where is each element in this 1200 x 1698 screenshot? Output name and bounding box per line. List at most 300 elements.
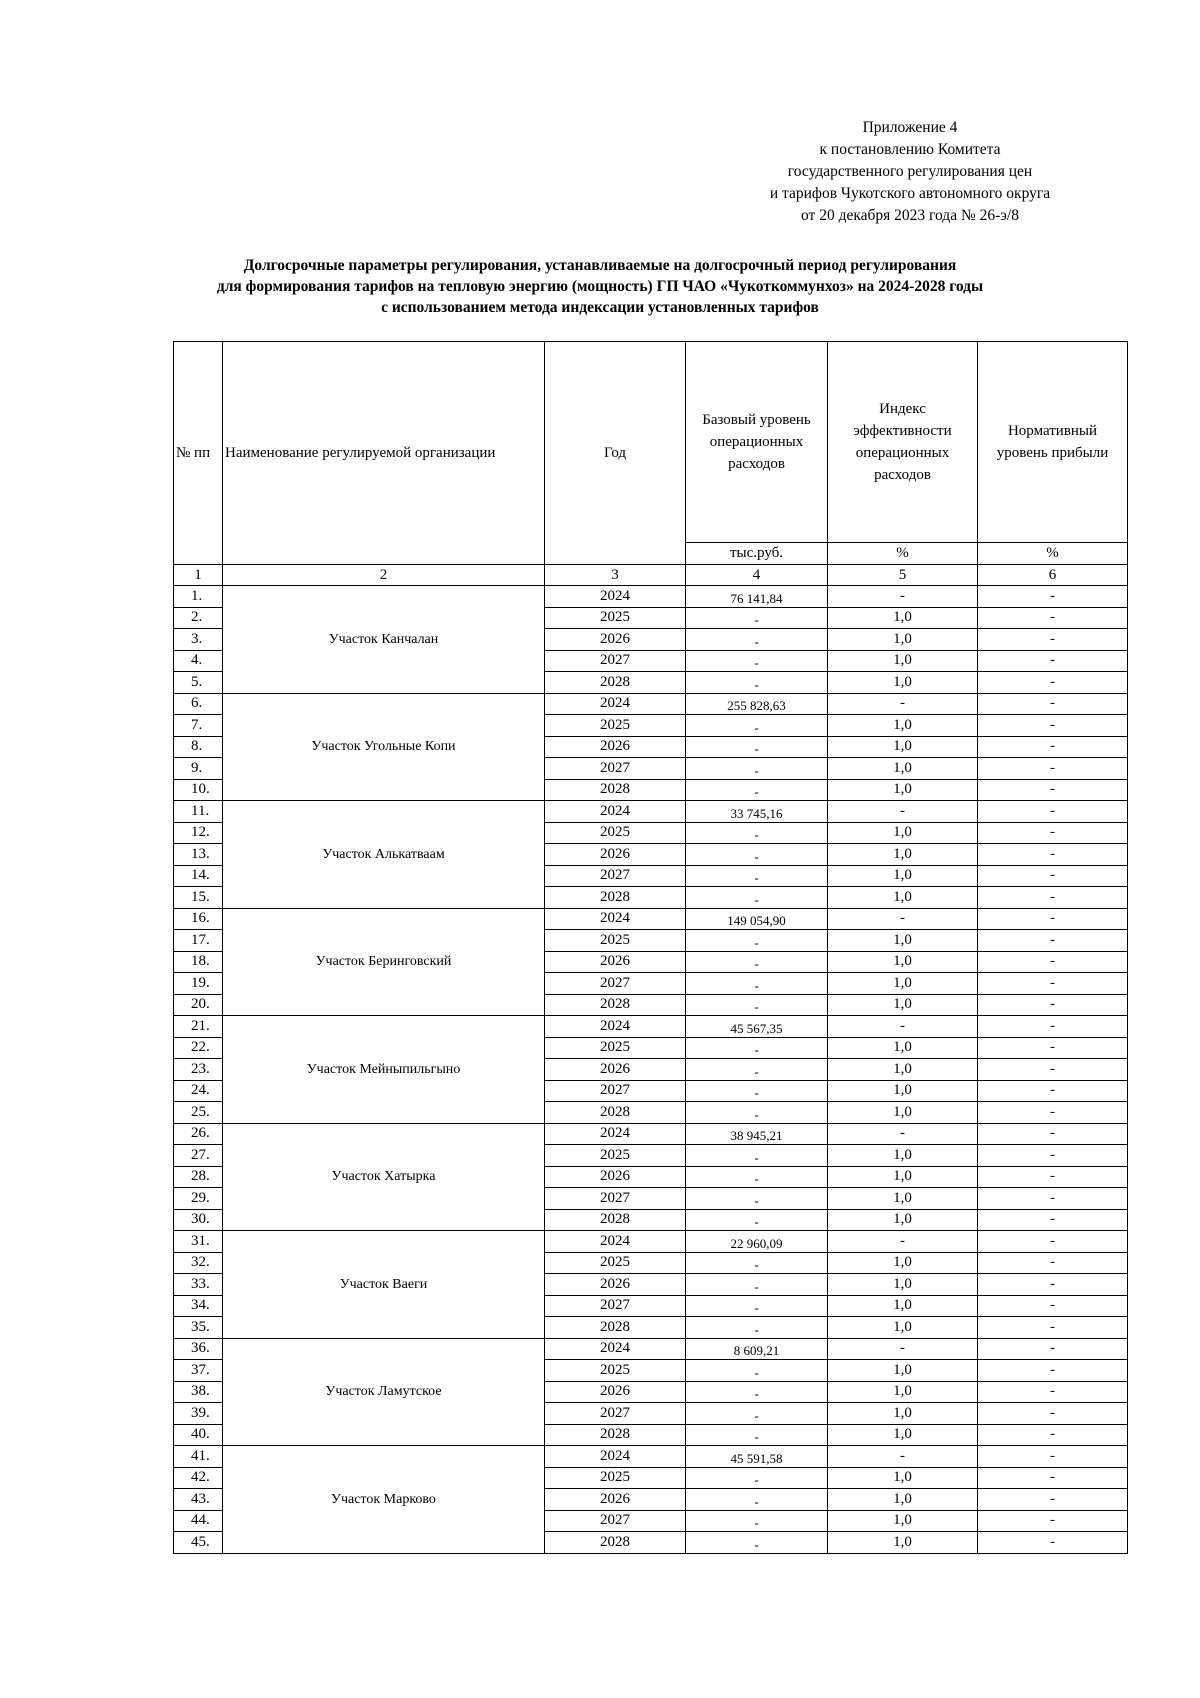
table-header-row	[174, 342, 1128, 543]
base-level-cell	[686, 908, 828, 930]
year-cell: 2028	[545, 1102, 686, 1124]
efficiency-index-cell: 1,0	[828, 650, 978, 672]
year-cell: 2024	[545, 1123, 686, 1145]
table-row	[174, 1446, 1128, 1468]
base-level-value: 22 960,09	[730, 1235, 783, 1251]
profit-level-cell: -	[978, 1467, 1128, 1489]
row-number: 15.	[174, 887, 223, 909]
row-number: 33.	[174, 1274, 223, 1296]
year-cell: 2028	[545, 1317, 686, 1339]
efficiency-index-cell: 1,0	[828, 1252, 978, 1274]
profit-level-cell: -	[978, 607, 1128, 629]
row-number: 45.	[174, 1532, 223, 1554]
year-cell: 2027	[545, 1080, 686, 1102]
year-cell: 2026	[545, 1274, 686, 1296]
row-number: 44.	[174, 1510, 223, 1532]
base-level-value: -	[754, 1386, 759, 1402]
base-level-value: -	[754, 956, 759, 972]
base-level-cell	[686, 1274, 828, 1296]
base-level-value: 149 054,90	[727, 913, 786, 929]
header-profit: Нормативный уровень прибыли	[978, 342, 1128, 543]
base-level-value: -	[754, 1536, 759, 1552]
base-level-cell	[686, 1317, 828, 1339]
profit-level-cell: -	[978, 1123, 1128, 1145]
profit-level-cell: -	[978, 1059, 1128, 1081]
organization-name: Участок Мейныпильгыно	[223, 1016, 545, 1124]
efficiency-index-cell: -	[828, 1338, 978, 1360]
efficiency-index-cell: 1,0	[828, 1489, 978, 1511]
efficiency-index-cell: -	[828, 1446, 978, 1468]
efficiency-index-cell: 1,0	[828, 1059, 978, 1081]
efficiency-index-cell: 1,0	[828, 1317, 978, 1339]
base-level-cell	[686, 1188, 828, 1210]
efficiency-index-cell: 1,0	[828, 779, 978, 801]
profit-level-cell: -	[978, 1489, 1128, 1511]
efficiency-index-cell: 1,0	[828, 1166, 978, 1188]
efficiency-index-cell: 1,0	[828, 887, 978, 909]
base-level-cell	[686, 887, 828, 909]
col-number: 1	[174, 565, 223, 586]
efficiency-index-cell: 1,0	[828, 1360, 978, 1382]
year-cell: 2028	[545, 994, 686, 1016]
base-level-cell	[686, 758, 828, 780]
base-level-cell	[686, 586, 828, 608]
col-number: 5	[828, 565, 978, 586]
profit-level-cell: -	[978, 1317, 1128, 1339]
base-level-value: -	[754, 784, 759, 800]
efficiency-index-cell: -	[828, 1016, 978, 1038]
year-cell: 2027	[545, 1188, 686, 1210]
efficiency-index-cell: 1,0	[828, 1403, 978, 1425]
base-level-cell	[686, 1059, 828, 1081]
base-level-cell	[686, 1037, 828, 1059]
row-number: 34.	[174, 1295, 223, 1317]
appendix-line: Приложение 4	[862, 119, 958, 136]
efficiency-index-cell: 1,0	[828, 672, 978, 694]
row-number: 12.	[174, 822, 223, 844]
table-row	[174, 693, 1128, 715]
organization-name: Участок Алькатваам	[223, 801, 545, 909]
base-level-value: -	[754, 1321, 759, 1337]
base-level-cell	[686, 801, 828, 823]
efficiency-index-cell: 1,0	[828, 844, 978, 866]
efficiency-index-cell: 1,0	[828, 973, 978, 995]
efficiency-index-cell: -	[828, 693, 978, 715]
row-number: 31.	[174, 1231, 223, 1253]
header-year: Год	[545, 342, 686, 565]
base-level-value: -	[754, 1171, 759, 1187]
base-level-value: -	[754, 676, 759, 692]
efficiency-index-cell: 1,0	[828, 1467, 978, 1489]
year-cell: 2028	[545, 1532, 686, 1554]
base-level-value: 38 945,21	[730, 1128, 783, 1144]
table-row	[174, 1123, 1128, 1145]
year-cell: 2026	[545, 1381, 686, 1403]
base-level-value: -	[754, 1192, 759, 1208]
profit-level-cell: -	[978, 1231, 1128, 1253]
base-level-value: -	[754, 848, 759, 864]
profit-level-cell: -	[978, 1016, 1128, 1038]
base-level-cell	[686, 1102, 828, 1124]
row-number: 39.	[174, 1403, 223, 1425]
year-cell: 2024	[545, 586, 686, 608]
organization-name: Участок Хатырка	[223, 1123, 545, 1231]
base-level-value: -	[754, 1515, 759, 1531]
efficiency-index-cell: 1,0	[828, 930, 978, 952]
profit-level-cell: -	[978, 1037, 1128, 1059]
row-number: 5.	[174, 672, 223, 694]
row-number: 6.	[174, 693, 223, 715]
base-level-value: -	[754, 741, 759, 757]
row-number: 36.	[174, 1338, 223, 1360]
base-level-cell	[686, 1424, 828, 1446]
base-level-value: -	[754, 1085, 759, 1101]
col-number: 3	[545, 565, 686, 586]
base-level-cell	[686, 1446, 828, 1468]
row-number: 19.	[174, 973, 223, 995]
year-cell: 2027	[545, 1295, 686, 1317]
year-cell: 2025	[545, 1360, 686, 1382]
header-index: Индекс эффективности операционных расходов	[828, 342, 978, 543]
efficiency-index-cell: 1,0	[828, 1424, 978, 1446]
base-level-value: -	[754, 934, 759, 950]
header-num: № пп	[174, 342, 223, 565]
base-level-value: 255 828,63	[727, 698, 786, 714]
profit-level-cell: -	[978, 1381, 1128, 1403]
profit-level-cell: -	[978, 586, 1128, 608]
efficiency-index-cell: -	[828, 1123, 978, 1145]
year-cell: 2026	[545, 1489, 686, 1511]
profit-level-cell: -	[978, 908, 1128, 930]
base-level-cell	[686, 1123, 828, 1145]
year-cell: 2024	[545, 908, 686, 930]
table-row	[174, 586, 1128, 608]
base-level-value: -	[754, 762, 759, 778]
base-level-value: 45 567,35	[730, 1020, 783, 1036]
row-number: 7.	[174, 715, 223, 737]
base-level-value: -	[754, 633, 759, 649]
efficiency-index-cell: 1,0	[828, 822, 978, 844]
base-level-value: -	[754, 1407, 759, 1423]
profit-level-cell: -	[978, 951, 1128, 973]
appendix-line: от 20 декабря 2023 года № 26-э/8	[801, 207, 1019, 224]
efficiency-index-cell: 1,0	[828, 951, 978, 973]
efficiency-index-cell: -	[828, 801, 978, 823]
profit-level-cell: -	[978, 801, 1128, 823]
base-level-value: -	[754, 1257, 759, 1273]
base-level-cell	[686, 1532, 828, 1554]
base-level-value: -	[754, 719, 759, 735]
year-cell: 2026	[545, 736, 686, 758]
year-cell: 2028	[545, 1424, 686, 1446]
profit-level-cell: -	[978, 1360, 1128, 1382]
table-row	[174, 1016, 1128, 1038]
column-numbers-row	[174, 565, 1128, 586]
base-level-value: -	[754, 1493, 759, 1509]
base-level-cell	[686, 994, 828, 1016]
profit-level-cell: -	[978, 1295, 1128, 1317]
efficiency-index-cell: -	[828, 586, 978, 608]
row-number: 17.	[174, 930, 223, 952]
col-number: 6	[978, 565, 1128, 586]
efficiency-index-cell: 1,0	[828, 1188, 978, 1210]
row-number: 42.	[174, 1467, 223, 1489]
base-level-value: -	[754, 1149, 759, 1165]
base-level-cell	[686, 693, 828, 715]
unit-index: %	[828, 543, 978, 565]
base-level-cell	[686, 844, 828, 866]
profit-level-cell: -	[978, 629, 1128, 651]
profit-level-cell: -	[978, 930, 1128, 952]
year-cell: 2025	[545, 930, 686, 952]
year-cell: 2028	[545, 672, 686, 694]
profit-level-cell: -	[978, 822, 1128, 844]
profit-level-cell: -	[978, 844, 1128, 866]
efficiency-index-cell: 1,0	[828, 758, 978, 780]
profit-level-cell: -	[978, 715, 1128, 737]
year-cell: 2024	[545, 693, 686, 715]
row-number: 38.	[174, 1381, 223, 1403]
row-number: 20.	[174, 994, 223, 1016]
year-cell: 2024	[545, 1016, 686, 1038]
base-level-value: -	[754, 999, 759, 1015]
profit-level-cell: -	[978, 1188, 1128, 1210]
row-number: 18.	[174, 951, 223, 973]
appendix-line: государственного регулирования цен	[787, 163, 1033, 180]
base-level-cell	[686, 1403, 828, 1425]
row-number: 22.	[174, 1037, 223, 1059]
row-number: 28.	[174, 1166, 223, 1188]
base-level-value: -	[754, 1214, 759, 1230]
efficiency-index-cell: 1,0	[828, 607, 978, 629]
base-level-cell	[686, 865, 828, 887]
efficiency-index-cell: 1,0	[828, 1102, 978, 1124]
profit-level-cell: -	[978, 758, 1128, 780]
year-cell: 2026	[545, 844, 686, 866]
table-row	[174, 1231, 1128, 1253]
row-number: 29.	[174, 1188, 223, 1210]
table-row	[174, 1338, 1128, 1360]
row-number: 2.	[174, 607, 223, 629]
base-level-cell	[686, 951, 828, 973]
row-number: 43.	[174, 1489, 223, 1511]
organization-name: Участок Ваеги	[223, 1231, 545, 1339]
base-level-cell	[686, 973, 828, 995]
organization-name: Участок Марково	[223, 1446, 545, 1554]
year-cell: 2028	[545, 1209, 686, 1231]
row-number: 10.	[174, 779, 223, 801]
efficiency-index-cell: 1,0	[828, 1274, 978, 1296]
appendix-line: и тарифов Чукотского автономного округа	[769, 185, 1051, 202]
base-level-cell	[686, 1166, 828, 1188]
organization-name: Участок Угольные Копи	[223, 693, 545, 801]
row-number: 26.	[174, 1123, 223, 1145]
base-level-cell	[686, 1360, 828, 1382]
base-level-cell	[686, 1510, 828, 1532]
profit-level-cell: -	[978, 650, 1128, 672]
base-level-cell	[686, 607, 828, 629]
base-level-cell	[686, 1145, 828, 1167]
efficiency-index-cell: 1,0	[828, 1381, 978, 1403]
efficiency-index-cell: 1,0	[828, 736, 978, 758]
efficiency-index-cell: 1,0	[828, 1532, 978, 1554]
year-cell: 2026	[545, 951, 686, 973]
base-level-cell	[686, 1209, 828, 1231]
base-level-cell	[686, 1381, 828, 1403]
profit-level-cell: -	[978, 994, 1128, 1016]
base-level-value: 45 591,58	[730, 1450, 783, 1466]
base-level-cell	[686, 1295, 828, 1317]
base-level-value: -	[754, 870, 759, 886]
appendix-line: к постановлению Комитета	[819, 141, 1001, 158]
col-number: 2	[223, 565, 545, 586]
year-cell: 2027	[545, 1403, 686, 1425]
row-number: 21.	[174, 1016, 223, 1038]
efficiency-index-cell: 1,0	[828, 629, 978, 651]
unit-base: тыс.руб.	[686, 543, 828, 565]
row-number: 13.	[174, 844, 223, 866]
base-level-cell	[686, 1252, 828, 1274]
base-level-cell	[686, 779, 828, 801]
row-number: 9.	[174, 758, 223, 780]
profit-level-cell: -	[978, 779, 1128, 801]
efficiency-index-cell: 1,0	[828, 1209, 978, 1231]
profit-level-cell: -	[978, 865, 1128, 887]
base-level-value: -	[754, 1106, 759, 1122]
base-level-cell	[686, 1016, 828, 1038]
profit-level-cell: -	[978, 1102, 1128, 1124]
profit-level-cell: -	[978, 1274, 1128, 1296]
row-number: 25.	[174, 1102, 223, 1124]
year-cell: 2025	[545, 1467, 686, 1489]
year-cell: 2027	[545, 758, 686, 780]
title-line: для формирования тарифов на тепловую энергию (мощность) ГП ЧАО «Чукоткоммунхоз» на 2024-2028 годы	[216, 278, 984, 295]
base-level-value: -	[754, 977, 759, 993]
base-level-cell	[686, 650, 828, 672]
base-level-value: -	[754, 612, 759, 628]
base-level-value: -	[754, 891, 759, 907]
row-number: 14.	[174, 865, 223, 887]
year-cell: 2026	[545, 1059, 686, 1081]
table-row	[174, 908, 1128, 930]
base-level-value: -	[754, 1300, 759, 1316]
row-number: 30.	[174, 1209, 223, 1231]
year-cell: 2026	[545, 1166, 686, 1188]
row-number: 24.	[174, 1080, 223, 1102]
row-number: 11.	[174, 801, 223, 823]
efficiency-index-cell: 1,0	[828, 865, 978, 887]
row-number: 3.	[174, 629, 223, 651]
profit-level-cell: -	[978, 1510, 1128, 1532]
row-number: 16.	[174, 908, 223, 930]
base-level-value: 76 141,84	[730, 590, 783, 606]
appendix-block	[700, 117, 1120, 227]
year-cell: 2025	[545, 1252, 686, 1274]
row-number: 37.	[174, 1360, 223, 1382]
profit-level-cell: -	[978, 1166, 1128, 1188]
year-cell: 2025	[545, 715, 686, 737]
base-level-cell	[686, 930, 828, 952]
efficiency-index-cell: 1,0	[828, 1080, 978, 1102]
col-number: 4	[686, 565, 828, 586]
efficiency-index-cell: 1,0	[828, 1145, 978, 1167]
profit-level-cell: -	[978, 887, 1128, 909]
profit-level-cell: -	[978, 1209, 1128, 1231]
efficiency-index-cell: -	[828, 1231, 978, 1253]
table-row	[174, 801, 1128, 823]
year-cell: 2027	[545, 1510, 686, 1532]
year-cell: 2025	[545, 607, 686, 629]
row-number: 35.	[174, 1317, 223, 1339]
profit-level-cell: -	[978, 1080, 1128, 1102]
year-cell: 2028	[545, 887, 686, 909]
header-org: Наименование регулируемой организации	[223, 342, 545, 565]
profit-level-cell: -	[978, 1424, 1128, 1446]
profit-level-cell: -	[978, 1145, 1128, 1167]
base-level-cell	[686, 1338, 828, 1360]
base-level-cell	[686, 1080, 828, 1102]
efficiency-index-cell: 1,0	[828, 1037, 978, 1059]
profit-level-cell: -	[978, 973, 1128, 995]
base-level-cell	[686, 672, 828, 694]
year-cell: 2024	[545, 1231, 686, 1253]
year-cell: 2026	[545, 629, 686, 651]
title-line: Долгосрочные параметры регулирования, устанавливаемые на долгосрочный период регулирования	[243, 257, 957, 274]
base-level-value: -	[754, 1364, 759, 1380]
profit-level-cell: -	[978, 1532, 1128, 1554]
base-level-cell	[686, 1231, 828, 1253]
base-level-cell	[686, 736, 828, 758]
base-level-value: -	[754, 1278, 759, 1294]
base-level-cell	[686, 1467, 828, 1489]
row-number: 40.	[174, 1424, 223, 1446]
row-number: 23.	[174, 1059, 223, 1081]
base-level-value: -	[754, 1063, 759, 1079]
base-level-cell	[686, 629, 828, 651]
header-base: Базовый уровень операционных расходов	[686, 342, 828, 543]
year-cell: 2024	[545, 801, 686, 823]
year-cell: 2024	[545, 1446, 686, 1468]
base-level-value: -	[754, 1429, 759, 1445]
base-level-value: 33 745,16	[730, 805, 783, 821]
year-cell: 2025	[545, 822, 686, 844]
row-number: 27.	[174, 1145, 223, 1167]
year-cell: 2027	[545, 973, 686, 995]
row-number: 1.	[174, 586, 223, 608]
profit-level-cell: -	[978, 1446, 1128, 1468]
base-level-value: 8 609,21	[733, 1343, 780, 1359]
unit-profit: %	[978, 543, 1128, 565]
year-cell: 2025	[545, 1145, 686, 1167]
profit-level-cell: -	[978, 736, 1128, 758]
profit-level-cell: -	[978, 672, 1128, 694]
base-level-value: -	[754, 1472, 759, 1488]
organization-name: Участок Беринговский	[223, 908, 545, 1016]
profit-level-cell: -	[978, 693, 1128, 715]
efficiency-index-cell: -	[828, 908, 978, 930]
efficiency-index-cell: 1,0	[828, 994, 978, 1016]
efficiency-index-cell: 1,0	[828, 1510, 978, 1532]
base-level-cell	[686, 1489, 828, 1511]
year-cell: 2027	[545, 865, 686, 887]
efficiency-index-cell: 1,0	[828, 715, 978, 737]
base-level-value: -	[754, 1042, 759, 1058]
year-cell: 2024	[545, 1338, 686, 1360]
profit-level-cell: -	[978, 1338, 1128, 1360]
year-cell: 2027	[545, 650, 686, 672]
organization-name: Участок Ламутское	[223, 1338, 545, 1446]
document-title	[100, 255, 1100, 318]
